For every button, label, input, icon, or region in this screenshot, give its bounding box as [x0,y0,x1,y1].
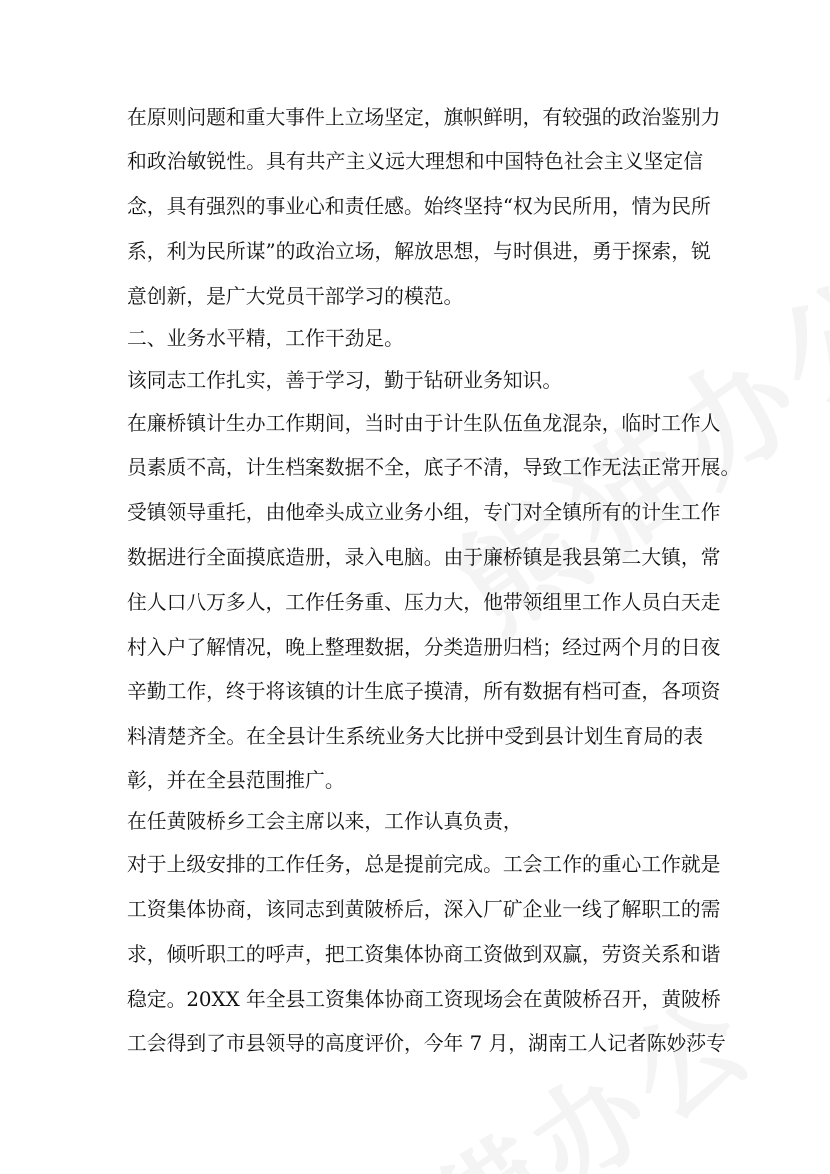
body-text-line: 求，倾听职工的呼声，把工资集体协商工资做到双赢，劳资关系和谐 [127,943,721,966]
body-text-line: 受镇领导重托，由他牵头成立业务小组，专门对全镇所有的计生工作 [127,501,721,524]
body-text-line: 在廉桥镇计生办工作期间，当时由于计生队伍鱼龙混杂，临时工作人 [127,412,721,435]
body-text-line: 数据进行全面摸底造册，录入电脑。由于廉桥镇是我县第二大镇，常 [127,546,721,569]
body-text-line: 工会得到了市县领导的高度评价，今年 7 月，湖南工人记者陈妙莎专 [127,1032,726,1055]
body-text-line: 料清楚齐全。在全县计生系统业务大比拼中受到县计划生育局的表 [127,725,703,748]
body-text-line: 稳定。20XX 年全县工资集体协商工资现场会在黄陂桥召开，黄陂桥 [127,988,721,1011]
body-text-line: 系，利为民所谋”的政治立场，解放思想，与时俱进，勇于探索，锐 [127,240,711,263]
body-text-line: 在原则问题和重大事件上立场坚定，旗帜鲜明，有较强的政治鉴别力 [127,106,721,129]
body-text-line: 员素质不高，计生档案数据不全，底子不清，导致工作无法正常开展。 [127,456,741,479]
body-text-line: 念，具有强烈的事业心和责任感。始终坚持“权为民所用，情为民所 [127,195,711,218]
body-text-line: 村入户了解情况，晚上整理数据，分类造册归档；经过两个月的日夜 [127,636,721,659]
body-text-line: 该同志工作扎实，善于学习，勤于钻研业务知识。 [127,369,563,392]
body-text-line: 意创新，是广大党员干部学习的模范。 [127,285,464,308]
body-text-line: 对于上级安排的工作任务，总是提前完成。工会工作的重心工作就是 [127,853,721,876]
body-text-line: 工资集体协商，该同志到黄陂桥后，深入厂矿企业一线了解职工的需 [127,898,721,921]
body-text-line: 和政治敏锐性。具有共产主义远大理想和中国特色社会主义坚定信 [127,150,703,173]
watermark [298,952,782,1174]
body-text-line: 彰，并在全县范围推广。 [127,769,345,792]
body-text-line: 住人口八万多人，工作任务重、压力大，他带领组里工作人员白天走 [127,591,721,614]
body-text-line: 辛勤工作，终于将该镇的计生底子摸清，所有数据有档可查，各项资 [127,680,721,703]
body-text-line: 在任黄陂桥乡工会主席以来，工作认真负责， [127,810,523,833]
section-heading: 二、业务水平精，工作干劲足。 [127,327,404,350]
